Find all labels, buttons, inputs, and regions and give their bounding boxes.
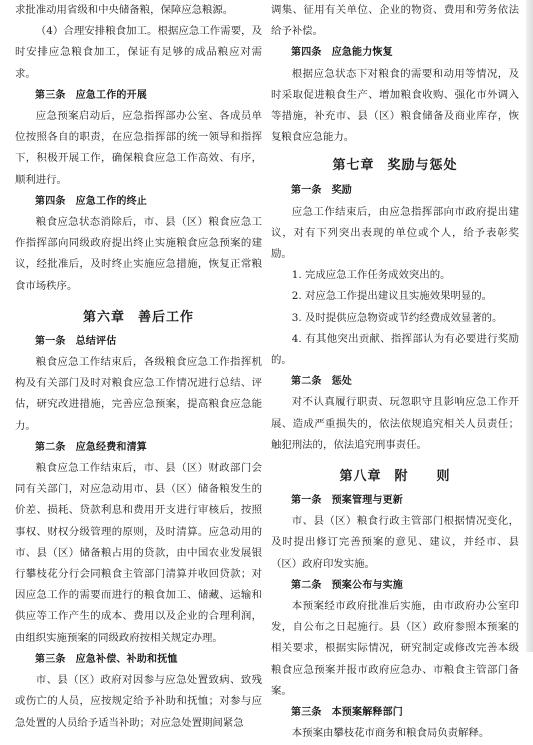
chapter-number: 第八章 (339, 469, 382, 485)
article-title: 奖励 (331, 185, 353, 197)
paragraph: 市、县（区）政府对因参与应急处置致病、致残或伤亡的人员，应按规定给予补助和抚恤；对参与应急处置的人员给予适当补助；对应急处置期间紧急 (15, 674, 262, 729)
article-heading (15, 649, 262, 670)
list-item: 4. 有其他突出贡献、指挥部认为有必要进行奖励的。 (271, 332, 519, 367)
article-heading (15, 191, 262, 212)
article-heading (15, 437, 262, 458)
chapter-heading (15, 297, 262, 331)
chapter-heading (271, 148, 519, 180)
article-number: 第一条 (291, 185, 322, 197)
chapter-title: 奖励与惩处 (387, 158, 458, 174)
chapter-heading (271, 456, 519, 490)
paragraph: 求批准动用省级和中央储备粮，保障应急粮源。 (15, 4, 234, 16)
article-title: 应急补偿、补助和抚恤 (75, 653, 178, 665)
article-number: 第三条 (35, 653, 66, 665)
article-number: 第二条 (291, 376, 322, 388)
article-title: 应急工作的开展 (75, 89, 148, 101)
paragraph: 市、县（区）粮食行政主管部门根据情况变化，及时提出修订完善预案的意见、建议，并经市、县（区）政府印发实施。 (271, 515, 519, 570)
article-number: 第二条 (35, 441, 66, 453)
left-column (15, 0, 262, 734)
paragraph: 粮食应急工作结束后，各级粮食应急工作指挥机构及有关部门及时对粮食应急工作情况进行总结、评估，研究改进措施，完善应急预案，提高粮食应急能力。 (15, 356, 262, 432)
article-title: 总结评估 (75, 335, 117, 347)
article-title: 应急能力恢复 (331, 47, 393, 59)
article-title: 预案管理与更新 (331, 495, 404, 507)
article-title: 本预案解释部门 (331, 707, 404, 719)
paragraph: 根据应急状态下对粮食的需要和动用等情况，及时采取促进粮食生产、增加粮食收购、强化市外调入等措施，补充市、县（区）粮食储备及商业库存，恢复粮食应急能力。 (271, 67, 519, 144)
chapter-title: 善后工作 (138, 309, 195, 325)
article-number: 第四条 (291, 47, 322, 59)
list-item: 2. 对应急工作提出建议且实施效果明显的。 (291, 290, 493, 303)
article-heading (271, 702, 519, 723)
article-number: 第二条 (291, 579, 322, 591)
article-heading (15, 331, 262, 352)
article-heading (15, 85, 262, 106)
article-number: 第三条 (291, 707, 322, 719)
list-item: 1. 完成应急工作任务成效突出的。 (291, 269, 451, 282)
chapter-number: 第六章 (82, 309, 125, 325)
article-title: 预案公布与实施 (331, 579, 404, 591)
article-heading (271, 180, 519, 201)
article-title: 惩处 (331, 376, 353, 388)
article-title: 应急经费和清算 (75, 441, 148, 453)
paragraph: 调集、征用有关单位、企业的物资、费用和劳务依法给予补偿。 (271, 4, 519, 38)
article-number: 第一条 (35, 335, 66, 347)
paragraph: 对不认真履行职责、玩忽职守且影响应急工作开展、造成严重损失的，依法依规追究相关人员责任；触犯刑法的，依法追究刑事责任。 (271, 396, 519, 451)
article-heading (271, 42, 519, 63)
article-number: 第四条 (35, 195, 66, 207)
article-heading (271, 490, 519, 511)
chapter-number: 第七章 (332, 158, 375, 174)
paragraph: 本预案经市政府批准后实施，由市政府办公室印发，自公布之日起施行。县（区）政府参照本预案的相关要求，根据实际情况，研究制定或修改完善本级粮食应急预案并报市政府应急办、市粮食主管部门备案。 (271, 600, 519, 697)
paragraph: 应急预案启动后，应急指挥部办公室、各成员单位按照各自的职责，在应急指挥部的统一领导和指挥下，积极开展工作，确保粮食应急工作高效、有序，顺利进行。 (15, 110, 262, 186)
chapter-title: 附 则 (394, 469, 451, 485)
paragraph: 本预案由攀枝花市商务和粮食局负责解释。 (291, 727, 490, 740)
article-heading (271, 575, 519, 596)
article-number: 第三条 (35, 89, 66, 101)
page-edge-shadow (526, 0, 533, 652)
paragraph: （4）合理安排粮食加工。根据应急工作需要，及时安排应急粮食加工，保证有足够的成品粮应对需求。 (15, 25, 262, 80)
paragraph: 粮食应急工作结束后，市、县（区）财政部门会同有关部门，对应急动用市、县（区）储备粮发生的价差、损耗、贷款利息和费用开支进行审核后，按照事权、财权分级管理的原则，及时清算。应急动用的市、县（区）储备粮占用的贷款，由中国农业发展银行攀枝花分行会同粮食主管部门清算并收回贷款；对因应急工作的需要而进行的粮食加工、储藏、运输和供应等工作产生的成本、费用以及企业的合理利润，由组织实施预案的同级政府按相关规定办理。 (15, 462, 262, 644)
paragraph: 应急工作结束后，由应急指挥部向市政府提出建议，对有下列突出表现的单位或个人，给予表彰奖励。 (271, 205, 519, 261)
article-heading (271, 371, 519, 392)
article-title: 应急工作的终止 (75, 195, 148, 207)
right-column (271, 0, 519, 745)
list-item: 3. 及时提供应急物资或节约经费成效显著的。 (291, 311, 503, 324)
paragraph: 粮食应急状态消除后，市、县（区）粮食应急工作指挥部向同级政府提出终止实施粮食应急预案的建议，经批准后，及时终止实施应急措施，恢复正常粮食市场秩序。 (15, 216, 262, 292)
article-number: 第一条 (291, 495, 322, 507)
